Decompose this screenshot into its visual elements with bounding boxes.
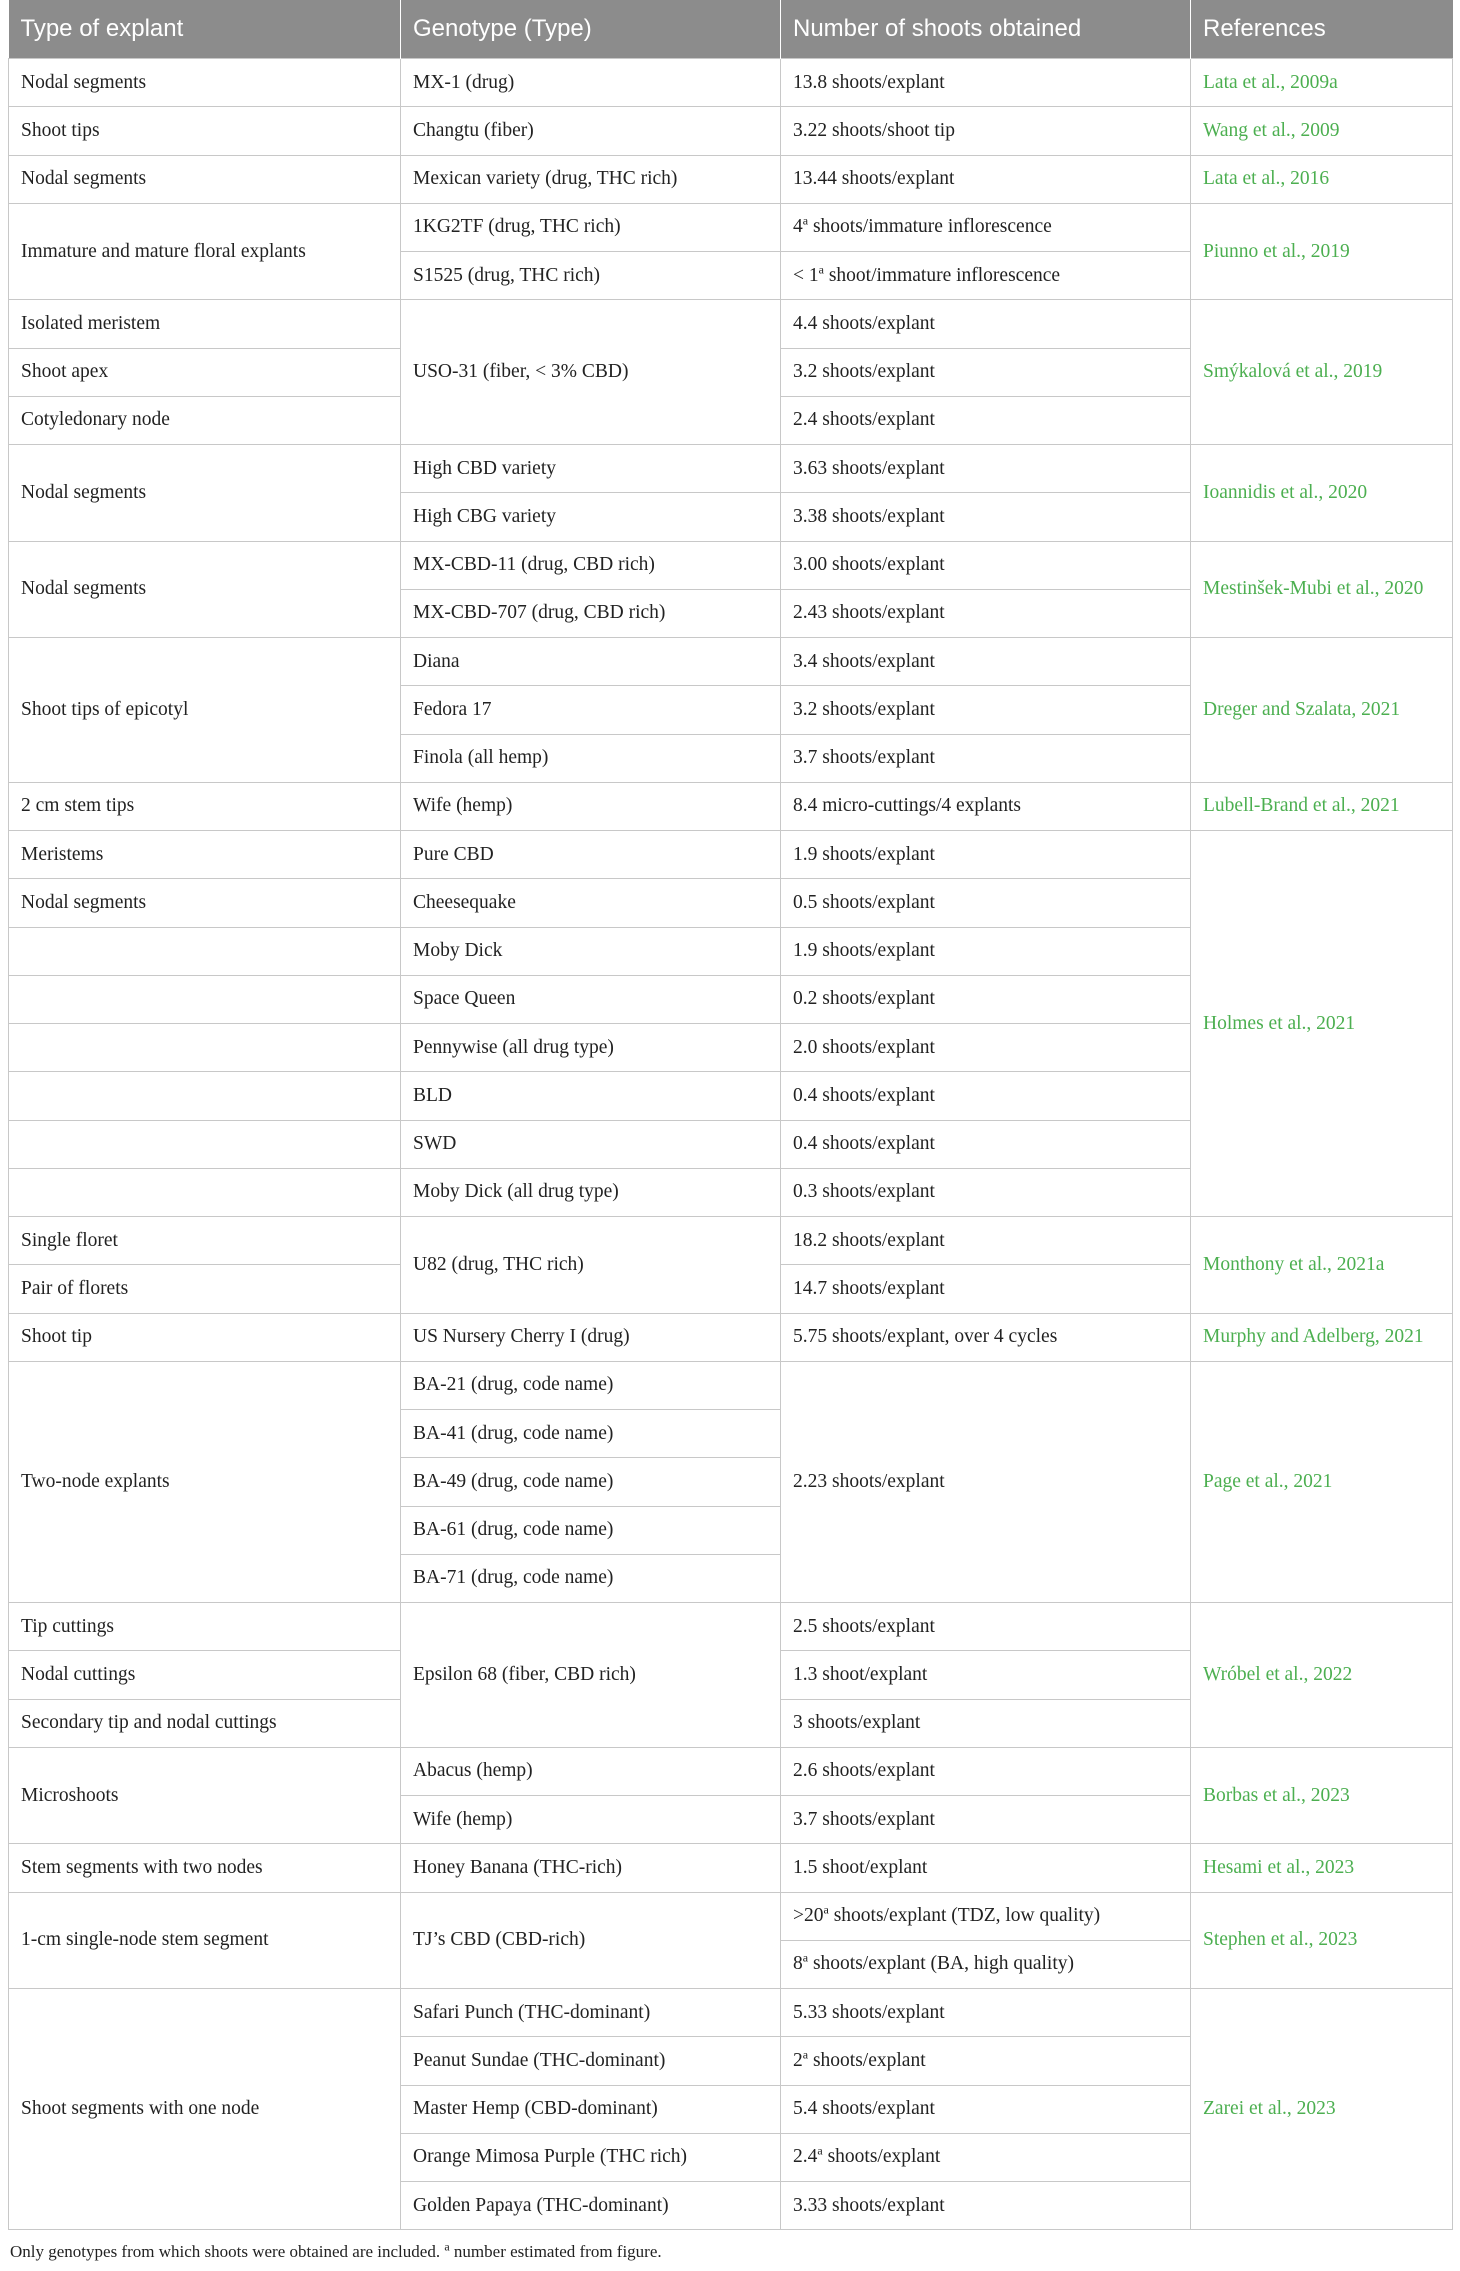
shoots-cell: 3.22 shoots/shoot tip [781,107,1191,155]
table-row [9,107,1453,155]
table-row [9,1217,1453,1265]
explant-cell: Isolated meristem [9,300,401,348]
table-row [9,203,1453,251]
shoots-table [8,0,1453,2230]
explant-cell: Secondary tip and nodal cuttings [9,1699,401,1747]
reference-link[interactable]: Page et al., 2021 [1191,1361,1453,1602]
shoots-unit: shoots/explant [822,2146,941,2168]
reference-link[interactable]: Hesami et al., 2023 [1191,1844,1453,1892]
explant-cell: Meristems [9,831,401,879]
explant-cell: Shoot segments with one node [9,1989,401,2230]
shoots-cell: 3.63 shoots/explant [781,445,1191,493]
genotype-cell: BA-21 (drug, code name) [401,1361,781,1409]
reference-link[interactable]: Mestinšek-Mubi et al., 2020 [1191,541,1453,638]
genotype-cell: U82 (drug, THC rich) [401,1217,781,1314]
genotype-cell: Changtu (fiber) [401,107,781,155]
genotype-cell: BA-41 (drug, code name) [401,1410,781,1458]
shoots-cell: 3.2 shoots/explant [781,686,1191,734]
table-row [9,782,1453,830]
table-row [9,638,1453,686]
header-explant: Type of explant [9,0,401,59]
reference-link[interactable]: Lata et al., 2009a [1191,59,1453,107]
explant-cell [9,1120,401,1168]
genotype-cell: Moby Dick (all drug type) [401,1168,781,1216]
table-row [9,831,1453,879]
genotype-cell: S1525 (drug, THC rich) [401,252,781,300]
explant-cell: Nodal cuttings [9,1651,401,1699]
genotype-cell: BA-49 (drug, code name) [401,1458,781,1506]
shoots-cell [781,252,1191,300]
explant-cell: Shoot tips of epicotyl [9,638,401,783]
shoots-cell: 3 shoots/explant [781,1699,1191,1747]
shoots-cell [781,2133,1191,2181]
explant-cell: Shoot tips [9,107,401,155]
reference-link[interactable]: Borbas et al., 2023 [1191,1747,1453,1844]
explant-cell [9,975,401,1023]
explant-cell: Nodal segments [9,59,401,107]
table-row [9,541,1453,589]
reference-link[interactable]: Wróbel et al., 2022 [1191,1603,1453,1748]
header-shoots: Number of shoots obtained [781,0,1191,59]
footnote-rest: number estimated from figure. [449,2242,662,2261]
genotype-cell: SWD [401,1120,781,1168]
shoots-cell: 2.6 shoots/explant [781,1747,1191,1795]
genotype-cell: Finola (all hemp) [401,734,781,782]
genotype-cell: High CBG variety [401,493,781,541]
shoots-cell: 5.75 shoots/explant, over 4 cycles [781,1313,1191,1361]
shoots-cell: 3.38 shoots/explant [781,493,1191,541]
explant-cell: Immature and mature floral explants [9,203,401,300]
genotype-cell: USO-31 (fiber, < 3% CBD) [401,300,781,445]
shoots-cell [781,1892,1191,1940]
shoots-cell [781,2037,1191,2085]
explant-cell: Cotyledonary node [9,396,401,444]
genotype-cell: 1KG2TF (drug, THC rich) [401,203,781,251]
header-row [9,0,1453,59]
shoots-cell: 13.44 shoots/explant [781,155,1191,203]
table-row [9,1892,1453,1940]
genotype-cell: BA-61 (drug, code name) [401,1506,781,1554]
shoots-cell: 3.4 shoots/explant [781,638,1191,686]
genotype-cell: US Nursery Cherry I (drug) [401,1313,781,1361]
genotype-cell: Wife (hemp) [401,1796,781,1844]
header-genotype: Genotype (Type) [401,0,781,59]
shoots-cell: 14.7 shoots/explant [781,1265,1191,1313]
reference-link[interactable]: Lubell-Brand et al., 2021 [1191,782,1453,830]
shoots-cell: 2.5 shoots/explant [781,1603,1191,1651]
genotype-cell: Pennywise (all drug type) [401,1024,781,1072]
shoots-value: 8 [793,1953,803,1975]
shoots-cell: 3.7 shoots/explant [781,1796,1191,1844]
table-row [9,1313,1453,1361]
footnote-marker: a [802,213,809,228]
genotype-cell: Epsilon 68 (fiber, CBD rich) [401,1603,781,1748]
explant-cell [9,1024,401,1072]
reference-link[interactable]: Wang et al., 2009 [1191,107,1453,155]
genotype-cell: MX-1 (drug) [401,59,781,107]
shoots-cell: 2.4 shoots/explant [781,396,1191,444]
genotype-cell: MX-CBD-11 (drug, CBD rich) [401,541,781,589]
shoots-unit: shoots/explant (BA, high quality) [808,1953,1075,1975]
reference-link[interactable]: Smýkalová et al., 2019 [1191,300,1453,445]
shoots-value: >20 [793,1905,824,1927]
shoots-cell: 3.2 shoots/explant [781,348,1191,396]
shoots-cell: 0.4 shoots/explant [781,1072,1191,1120]
shoots-cell: 18.2 shoots/explant [781,1217,1191,1265]
shoots-cell: 8.4 micro-cuttings/4 explants [781,782,1191,830]
shoots-cell: 4.4 shoots/explant [781,300,1191,348]
reference-link[interactable]: Zarei et al., 2023 [1191,1989,1453,2230]
shoots-cell: 0.2 shoots/explant [781,975,1191,1023]
reference-link[interactable]: Murphy and Adelberg, 2021 [1191,1313,1453,1361]
explant-cell [9,927,401,975]
genotype-cell: Diana [401,638,781,686]
table-row [9,155,1453,203]
footnote-text: Only genotypes from which shoots were obtained are included. [10,2242,445,2261]
table-row [9,1989,1453,2037]
reference-link[interactable]: Monthony et al., 2021a [1191,1217,1453,1314]
shoots-cell: 3.00 shoots/explant [781,541,1191,589]
shoots-cell: 0.3 shoots/explant [781,1168,1191,1216]
explant-cell: Nodal segments [9,155,401,203]
genotype-cell: Orange Mimosa Purple (THC rich) [401,2133,781,2181]
reference-link[interactable]: Stephen et al., 2023 [1191,1892,1453,1989]
genotype-cell: Peanut Sundae (THC-dominant) [401,2037,781,2085]
shoots-cell: 0.4 shoots/explant [781,1120,1191,1168]
genotype-cell: Fedora 17 [401,686,781,734]
genotype-cell: Moby Dick [401,927,781,975]
genotype-cell: BLD [401,1072,781,1120]
reference-link[interactable]: Dreger and Szalata, 2021 [1191,638,1453,783]
shoots-cell [781,1940,1191,1988]
explant-cell: Nodal segments [9,445,401,542]
table-row [9,1361,1453,1409]
table-row [9,300,1453,348]
explant-cell: Shoot apex [9,348,401,396]
genotype-cell: High CBD variety [401,445,781,493]
shoots-cell: 3.33 shoots/explant [781,2182,1191,2230]
shoots-value: 2 [793,2049,803,2071]
footnote-marker: a [444,2239,450,2254]
shoots-value: 2.4 [793,2146,818,2168]
reference-link[interactable]: Holmes et al., 2021 [1191,831,1453,1217]
shoots-cell: 0.5 shoots/explant [781,879,1191,927]
explant-cell: Microshoots [9,1747,401,1844]
shoots-cell [781,203,1191,251]
explant-cell: Pair of florets [9,1265,401,1313]
explant-cell: Single floret [9,1217,401,1265]
shoots-cell: 2.0 shoots/explant [781,1024,1191,1072]
shoots-value: < 1 [793,264,819,286]
shoots-cell: 5.4 shoots/explant [781,2085,1191,2133]
genotype-cell: Master Hemp (CBD-dominant) [401,2085,781,2133]
footnote-marker: a [817,2143,823,2158]
table-row [9,445,1453,493]
table-footnote [10,2239,662,2262]
genotype-cell: Honey Banana (THC-rich) [401,1844,781,1892]
explant-cell: Tip cuttings [9,1603,401,1651]
explant-cell: 1-cm single-node stem segment [9,1892,401,1989]
explant-cell: Shoot tip [9,1313,401,1361]
shoots-cell: 1.9 shoots/explant [781,927,1191,975]
table-row [9,59,1453,107]
footnote-marker: a [802,1950,809,1965]
shoots-unit: shoots/explant [808,2049,926,2071]
shoots-value: 4 [793,216,803,238]
genotype-cell: Safari Punch (THC-dominant) [401,1989,781,2037]
shoots-cell: 5.33 shoots/explant [781,1989,1191,2037]
explant-cell: Nodal segments [9,541,401,638]
explant-cell [9,1168,401,1216]
table-row [9,1844,1453,1892]
shoots-cell: 1.9 shoots/explant [781,831,1191,879]
explant-cell: Nodal segments [9,879,401,927]
explant-cell [9,1072,401,1120]
footnote-marker: a [823,1902,829,1917]
explant-cell: 2 cm stem tips [9,782,401,830]
table-row [9,1747,1453,1795]
reference-link[interactable]: Ioannidis et al., 2020 [1191,445,1453,542]
genotype-cell: Space Queen [401,975,781,1023]
explant-cell: Two-node explants [9,1361,401,1602]
shoots-unit: shoots/immature inflorescence [808,216,1052,238]
shoots-cell: 3.7 shoots/explant [781,734,1191,782]
shoots-cell: 2.43 shoots/explant [781,589,1191,637]
shoots-unit: shoots/explant (TDZ, low quality) [828,1905,1101,1927]
genotype-cell: MX-CBD-707 (drug, CBD rich) [401,589,781,637]
genotype-cell: Mexican variety (drug, THC rich) [401,155,781,203]
genotype-cell: BA-71 (drug, code name) [401,1554,781,1602]
header-references: References [1191,0,1453,59]
reference-link[interactable]: Piunno et al., 2019 [1191,203,1453,300]
genotype-cell: TJ’s CBD (CBD-rich) [401,1892,781,1989]
shoots-cell: 13.8 shoots/explant [781,59,1191,107]
genotype-cell: Pure CBD [401,831,781,879]
explant-cell: Stem segments with two nodes [9,1844,401,1892]
footnote-marker: a [802,2047,809,2062]
shoots-cell: 2.23 shoots/explant [781,1361,1191,1602]
genotype-cell: Abacus (hemp) [401,1747,781,1795]
footnote-marker: a [818,262,824,277]
reference-link[interactable]: Lata et al., 2016 [1191,155,1453,203]
shoots-unit: shoot/immature inflorescence [823,264,1061,286]
genotype-cell: Wife (hemp) [401,782,781,830]
shoots-cell: 1.5 shoot/explant [781,1844,1191,1892]
shoots-cell: 1.3 shoot/explant [781,1651,1191,1699]
genotype-cell: Golden Papaya (THC-dominant) [401,2182,781,2230]
table-row [9,1603,1453,1651]
genotype-cell: Cheesequake [401,879,781,927]
